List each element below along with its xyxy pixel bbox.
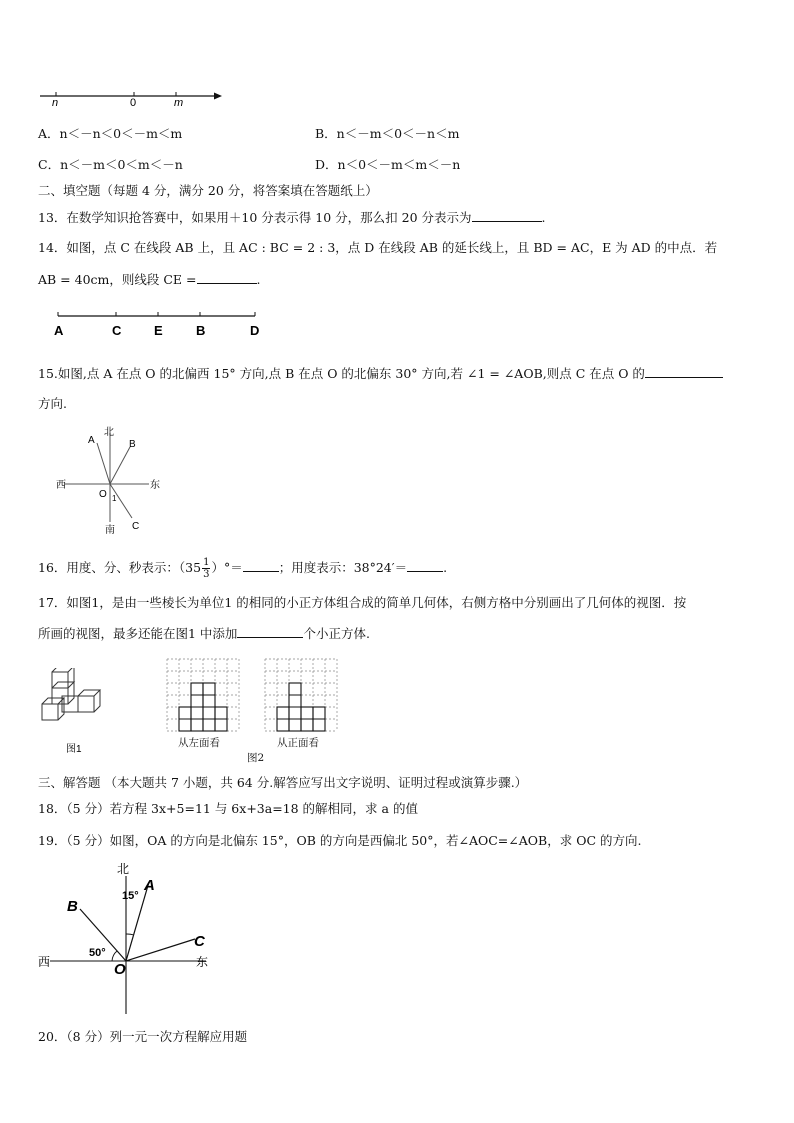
q14-text: AB = 40cm，则线段 CE = bbox=[38, 272, 197, 287]
question-16 bbox=[38, 557, 447, 580]
q16-answer-blank-1 bbox=[243, 559, 279, 572]
seg-label-a: A bbox=[54, 323, 64, 338]
q17-left-view-caption: 从左面看 bbox=[178, 737, 220, 749]
seg-label-e: E bbox=[154, 323, 163, 338]
question-19: 19．（5 分）如图，OA 的方向是北偏东 15°，OB 的方向是西偏北 50°，若∠AOC=∠AOB，求 OC 的方向. bbox=[38, 833, 642, 848]
q19-angle-50-label: 50° bbox=[89, 947, 106, 959]
q15-angle-1-label: 1 bbox=[112, 494, 117, 503]
number-line-figure bbox=[36, 86, 226, 110]
q19-direction-figure bbox=[36, 858, 221, 1018]
q19-angle-15-label: 15° bbox=[122, 890, 139, 902]
q19-east-label: 东 bbox=[196, 955, 209, 969]
nl-label-zero: 0 bbox=[130, 97, 137, 109]
q16-fraction-denominator: 3 bbox=[203, 569, 210, 580]
q13-text: 13．在数学知识抢答赛中，如果用＋10 分表示得 10 分，那么扣 20 分表示为 bbox=[38, 210, 472, 225]
q15-label-a: A bbox=[88, 435, 95, 446]
section-answer-heading: 三、解答题 （本大题共 7 小题，共 64 分.解答应写出文字说明、证明过程或演算步骤.） bbox=[38, 775, 528, 790]
q15-north-label: 北 bbox=[104, 427, 114, 438]
q14-end: . bbox=[256, 272, 261, 287]
q17-answer-blank bbox=[237, 625, 303, 638]
q15-line1 bbox=[38, 365, 723, 382]
q17-text-b: 个小正方体. bbox=[303, 626, 370, 641]
q17-front-view-grid bbox=[264, 658, 340, 734]
q16-text-c: ；用度表示：38°24′＝ bbox=[278, 560, 408, 575]
question-18: 18．（5 分）若方程 3x+5=11 与 6x+3a=18 的解相同，求 a 的值 bbox=[38, 801, 418, 816]
q16-end: . bbox=[443, 560, 448, 575]
seg-label-c: C bbox=[112, 323, 122, 338]
section-fill-in-heading: 二、填空题（每题 4 分，满分 20 分，将答案填在答题纸上） bbox=[38, 183, 378, 198]
q13-answer-blank bbox=[472, 209, 542, 222]
q17-left-view-grid bbox=[166, 658, 242, 734]
q15-answer-blank bbox=[645, 365, 723, 378]
seg-label-d: D bbox=[250, 323, 260, 338]
q16-fraction-numerator: 1 bbox=[203, 557, 210, 568]
q15-text: 15.如图,点 A 在点 O 的北偏西 15° 方向,点 B 在点 O 的北偏东 30° 方向,若 ∠1 = ∠AOB,则点 C 在点 O 的 bbox=[38, 366, 645, 381]
q19-label-a: A bbox=[144, 877, 155, 894]
q19-label-c: C bbox=[194, 933, 205, 950]
q17-figure1-caption: 图1 bbox=[66, 744, 82, 755]
question-13 bbox=[38, 209, 545, 226]
nl-label-n: n bbox=[52, 97, 59, 109]
q19-north-label: 北 bbox=[117, 862, 130, 876]
q15-east-label: 东 bbox=[150, 480, 160, 491]
q14-line1: 14．如图，点 C 在线段 AB 上，且 AC : BC = 2 : 3，点 D 在线段 AB 的延长线上，且 BD = AC，E 为 AD 的中点．若 bbox=[38, 240, 718, 255]
q17-front-view-caption: 从正面看 bbox=[277, 737, 319, 749]
q15-south-label: 南 bbox=[105, 525, 115, 536]
seg-label-b: B bbox=[196, 323, 206, 338]
option-b: B．n＜－m＜0＜－n＜m bbox=[315, 126, 460, 141]
q16-answer-blank-2 bbox=[407, 559, 443, 572]
segment-figure bbox=[44, 308, 274, 340]
q17-figure1-cubes bbox=[38, 668, 113, 758]
q15-line2: 方向. bbox=[38, 396, 67, 411]
q16-text-b: ）°＝ bbox=[211, 560, 243, 575]
q13-end: . bbox=[541, 210, 546, 225]
q19-label-b: B bbox=[67, 898, 78, 915]
q15-label-o: O bbox=[99, 489, 107, 500]
q17-line1: 17．如图1，是由一些棱长为单位1 的相同的小正方体组合成的简单几何体，右侧方格中分别画出了几何体的视图．按 bbox=[38, 595, 687, 610]
q19-label-o: O bbox=[114, 961, 126, 978]
option-c: C．n＜－m＜0＜m＜－n bbox=[38, 157, 183, 172]
q15-compass-figure bbox=[55, 425, 170, 537]
question-20: 20．（8 分）列一元一次方程解应用题 bbox=[38, 1029, 248, 1044]
nl-label-m: m bbox=[174, 97, 184, 109]
q17-line2 bbox=[38, 625, 370, 642]
q15-west-label: 西 bbox=[56, 480, 66, 491]
q15-label-c: C bbox=[132, 521, 140, 532]
q17-text-a: 所画的视图，最多还能在图1 中添加 bbox=[38, 626, 238, 641]
q16-fraction bbox=[202, 557, 210, 580]
q15-label-b: B bbox=[129, 439, 136, 450]
option-d: D．n＜0＜－m＜m＜－n bbox=[315, 157, 461, 172]
option-a: A．n＜－n＜0＜－m＜m bbox=[38, 126, 183, 141]
q14-answer-blank bbox=[197, 271, 257, 284]
q19-west-label: 西 bbox=[38, 955, 51, 969]
q14-line2 bbox=[38, 271, 261, 288]
q16-text-a: 16．用度、分、秒表示：（35 bbox=[38, 560, 202, 575]
q17-figure2-caption: 图2 bbox=[247, 752, 265, 764]
